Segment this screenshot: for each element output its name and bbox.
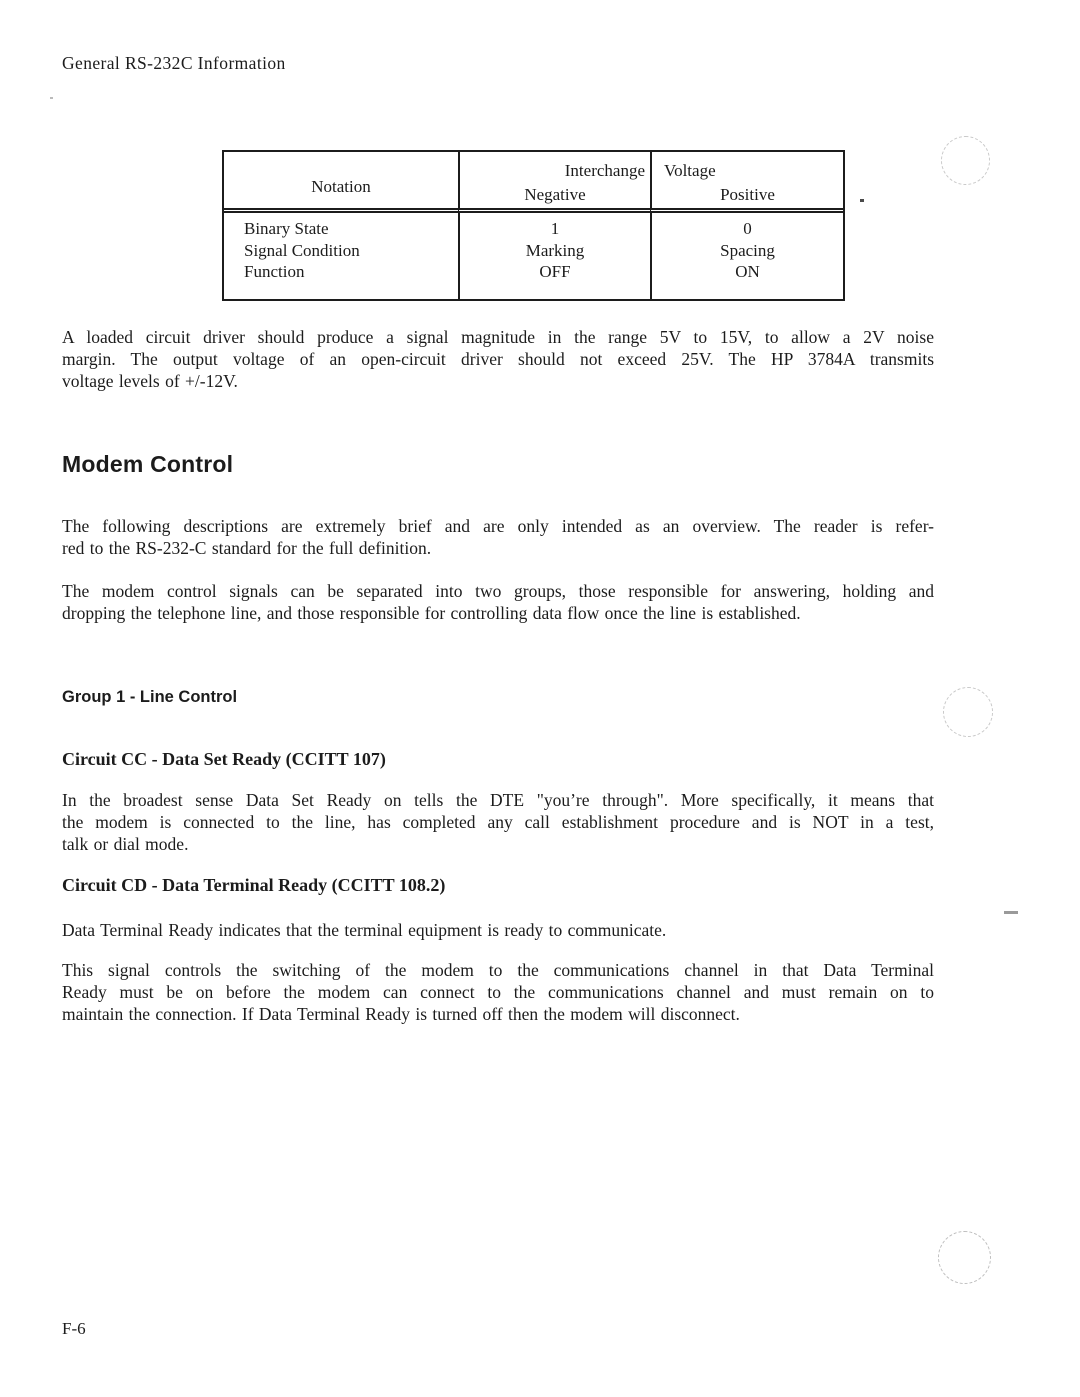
scan-speck	[50, 97, 53, 99]
interchange-voltage-table	[222, 150, 845, 301]
scan-speck	[1004, 911, 1018, 914]
table-header-notation: Notation	[224, 152, 458, 213]
text-line: voltage levels of +/-12V.	[62, 371, 238, 391]
text-line: talk or dial mode.	[62, 834, 189, 854]
punch-hole-shadow-top	[941, 136, 990, 185]
paragraph-overview	[62, 515, 934, 559]
text-line: margin. The output voltage of an open-circuit driver should not exceed 25V. The HP 3784A transmits	[62, 349, 934, 369]
text-line: dropping the telephone line, and those responsible for controlling data flow once the line is established.	[62, 603, 801, 623]
table-label-signal-condition: Signal Condition	[244, 240, 360, 260]
text-line: The following descriptions are extremely brief and are only intended as an overview. The reader is refer-	[62, 516, 934, 536]
text-line: the modem is connected to the line, has completed any call establishment procedure and is NOT in a test,	[62, 812, 934, 832]
section-heading-modem-control: Modem Control	[62, 451, 234, 477]
paragraph-voltage-levels	[62, 326, 934, 392]
table-header-negative: Negative	[524, 185, 586, 204]
text-line: red to the RS-232-C standard for the full definition.	[62, 538, 432, 558]
text-line: This signal controls the switching of the modem to the communications channel in that Data Terminal	[62, 960, 934, 980]
table-row-labels	[224, 213, 458, 299]
table-header-positive: Positive	[720, 185, 775, 204]
text-line: maintain the connection. If Data Terminal Ready is turned off then the modem will disconnect.	[62, 1004, 740, 1024]
paragraph-data-terminal-ready	[62, 919, 934, 941]
table-label-function: Function	[244, 262, 305, 281]
paragraph-dtr-switching	[62, 959, 934, 1025]
text-line: The modem control signals can be separated into two groups, those responsible for answering, holding and	[62, 581, 934, 601]
scan-speck	[860, 199, 864, 202]
punch-hole-shadow-middle	[943, 687, 993, 737]
subsection-heading-group1: Group 1 - Line Control	[62, 688, 238, 706]
table-value-function-negative: OFF	[539, 262, 571, 281]
table-header-voltage: Voltage	[664, 161, 716, 180]
table-header-interchange: Interchange	[564, 161, 645, 180]
punch-hole-shadow-bottom	[938, 1231, 991, 1284]
table-value-condition-positive: Spacing	[720, 240, 775, 260]
text-line: Ready must be on before the modem can connect to the communications channel and must remain on to	[62, 982, 934, 1002]
table-positive-values	[650, 213, 843, 299]
text-line: A loaded circuit driver should produce a signal magnitude in the range 5V to 15V, to allow a 2V noise	[62, 327, 934, 347]
text-line: In the broadest sense Data Set Ready on tells the DTE "you’re through". More specifically, it means that	[62, 790, 934, 810]
text-line: Data Terminal Ready indicates that the terminal equipment is ready to communicate.	[62, 920, 667, 940]
table-header-positive-column	[650, 152, 843, 213]
paragraph-signal-groups	[62, 580, 934, 624]
running-header: General RS-232C Information	[62, 53, 286, 73]
table-header-negative-column	[458, 152, 650, 213]
table-value-binary-positive: 0	[743, 219, 752, 238]
page-number: F-6	[62, 1319, 86, 1338]
table-value-function-positive: ON	[735, 262, 760, 281]
heading-circuit-cd: Circuit CD - Data Terminal Ready (CCITT 108.2)	[62, 875, 446, 895]
table-value-binary-negative: 1	[550, 219, 560, 238]
paragraph-data-set-ready	[62, 789, 934, 855]
heading-circuit-cc: Circuit CC - Data Set Ready (CCITT 107)	[62, 749, 386, 769]
table-negative-values	[458, 213, 650, 299]
table-label-binary-state: Binary State	[244, 219, 329, 238]
table-value-condition-negative: Marking	[525, 240, 585, 260]
